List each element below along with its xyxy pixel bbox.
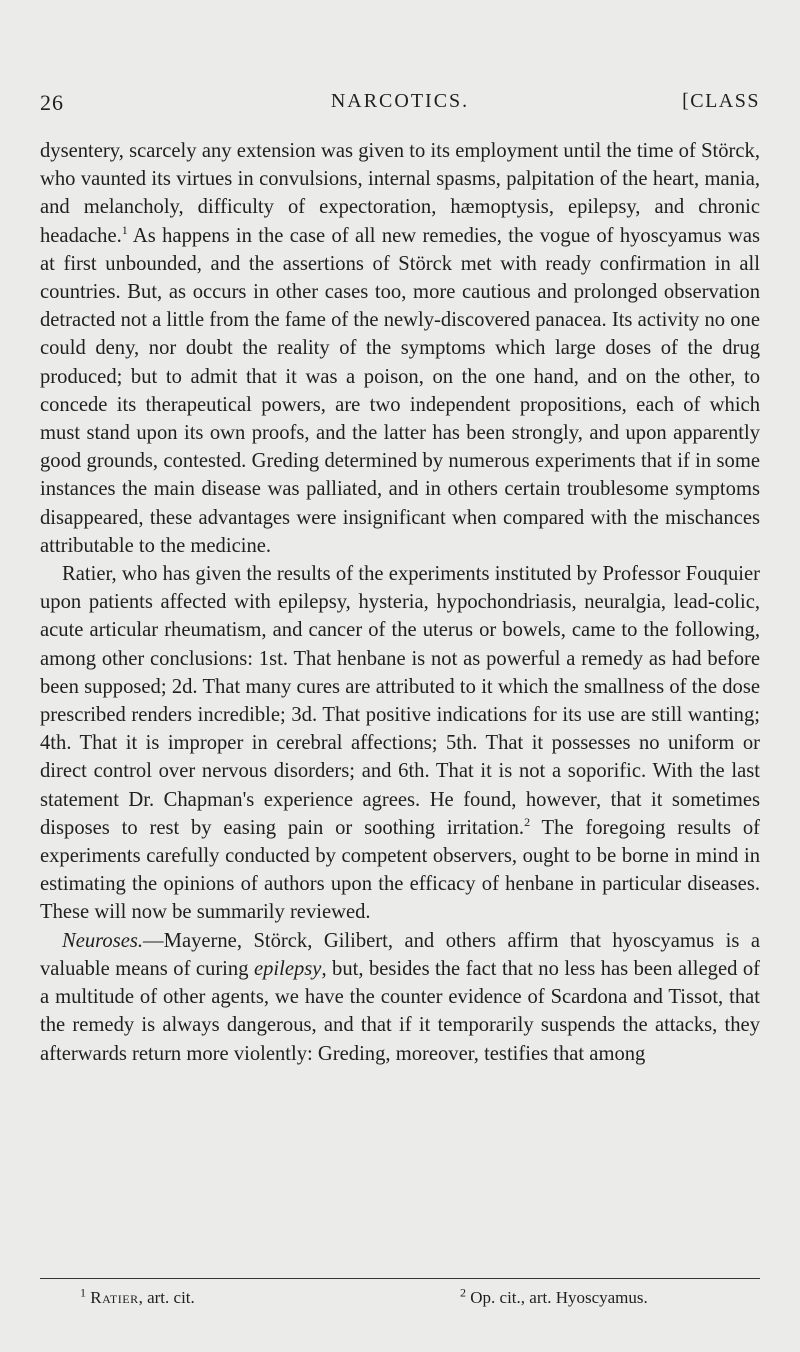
footnote-2 <box>460 1285 648 1308</box>
paragraph-2-text-a: Ratier, who has given the results of the experiments instituted by Professor Fouquier upon patients affected with epilepsy, hysteria, hypochondriasis, neuralgia, lead-colic, acute articular rheumatism, and cancer of the uterus or bowels, came to the following, among other conclusions: 1st. That henbane is not as powerful a remedy as had before been supposed; 2d. That many cures are attributed to it which the smallness of the dose prescribed renders incredible; 3d. That positive indications for its use are still wanting; 4th. That it is improper in cerebral affections; 5th. That it possesses no uniform or direct control over nervous disorders; and 6th. That it is not a soporific. With the last statement Dr. Chapman's experience agrees. He found, however, that it sometimes disposes to rest by easing pain or soothing irritation. <box>40 563 760 839</box>
page-number: 26 <box>40 90 64 115</box>
paragraph-1 <box>40 137 760 560</box>
paragraph-3-text-a: —Mayerne, Störck, Gilibert, and others affirm that hyoscyamus is a valuable means of curing <box>40 929 760 980</box>
paragraph-2-text-b: The foregoing results of experiments carefully conducted by competent observers, ought to be borne in mind in estimating the opinions of authors upon the efficacy of henbane in particular diseases. These will now be summarily reviewed. <box>40 816 760 924</box>
footnote-2-text: Op. cit., art. Hyoscyamus. <box>466 1288 648 1307</box>
footnote-1 <box>80 1285 195 1308</box>
section-heading-neuroses: Neuroses. <box>62 929 144 952</box>
body-text <box>40 137 760 1068</box>
running-head <box>40 90 760 120</box>
footnote-ref-2: 2 <box>524 815 531 830</box>
footnote-ref-1: 1 <box>121 222 128 237</box>
paragraph-3 <box>40 927 760 1068</box>
paragraph-2 <box>40 560 760 927</box>
paragraph-3-text-b: , but, besides the fact that no less has been alleged of a multitude of other agents, we have the counter evidence of Scardona and Tissot, that the remedy is always dangerous, and that if it temporarily suspends the attacks, they afterwards return more violently: Greding, moreover, testifies that among <box>40 957 760 1065</box>
footnote-1-mark: 1 <box>80 1285 86 1300</box>
footnote-1-author: Ratier <box>90 1288 139 1307</box>
footnote-2-mark: 2 <box>460 1285 466 1300</box>
paragraph-1-text-a: dysentery, scarcely any extension was given to its employment until the time of Störck, who vaunted its virtues in convulsions, internal spasms, palpitation of the heart, mania, and melancholy, difficulty of expectoration, hæmoptysis, epilepsy, and chronic headache. <box>40 140 760 247</box>
running-class-label: [CLASS <box>682 90 760 112</box>
footnote-1-text: , art. cit. <box>138 1288 195 1307</box>
term-epilepsy: epilepsy <box>253 957 322 980</box>
paragraph-1-text-b: As happens in the case of all new remedies, the vogue of hyoscyamus was at first unbounded, and the assertions of Störck met with ready confirmation in all countries. But, as occurs in other cases too, more cautious and prolonged observation detracted not a little from the fame of the newly-discovered panacea. Its activity no one could deny, nor doubt the reality of the symptoms which large doses of the drug produced; but to admit that it was a poison, on the one hand, and on the other, to concede its therapeutical powers, are two independent propositions, each of which must stand upon its own proofs, and the latter has been strongly, and upon apparently good grounds, contested. Greding determined by numerous experiments that if in some instances the main disease was palliated, and in others certain troublesome symptoms disappeared, these advantages were insignificant when compared with the mischances attributable to the medicine. <box>40 224 760 557</box>
running-title: NARCOTICS. <box>330 90 470 112</box>
footnote-rule <box>40 1278 760 1279</box>
